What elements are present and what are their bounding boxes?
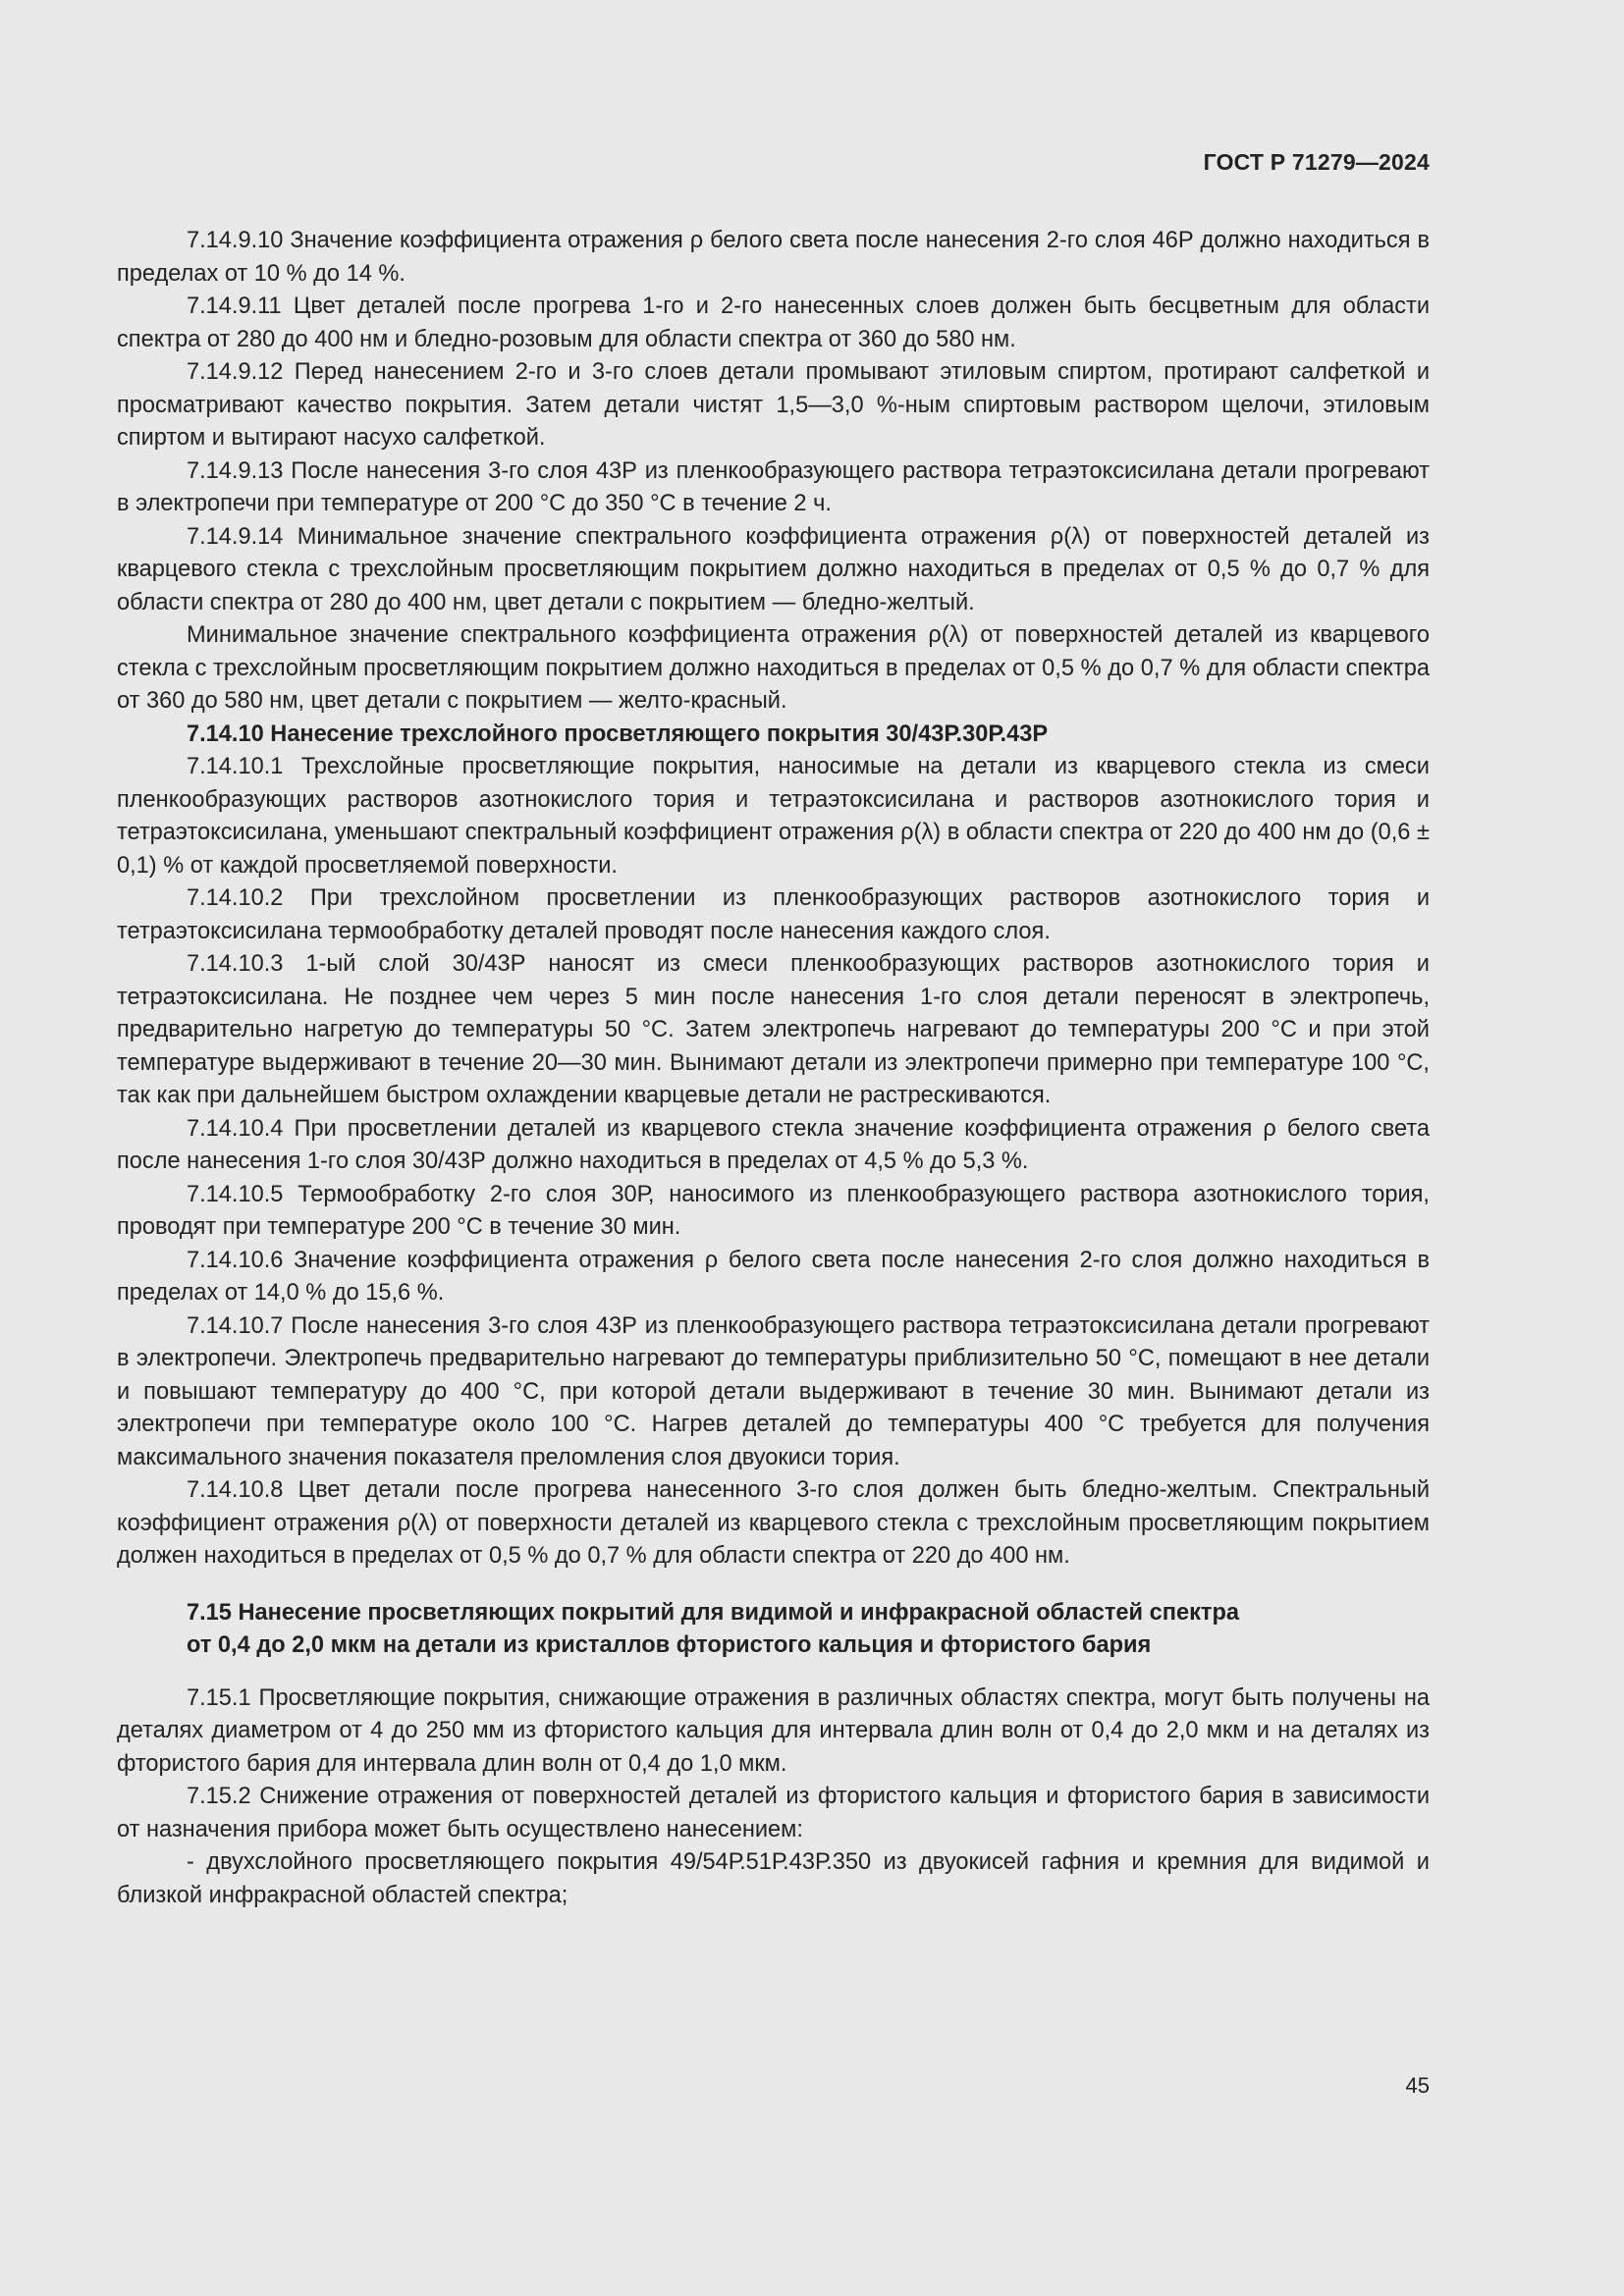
paragraph-7-15-2: 7.15.2 Снижение отражения от поверхностей деталей из фтористого кальция и фтористого бария в зависимости от назначения прибора может быть осуществлено нанесением: xyxy=(117,1784,1430,1842)
heading-7-14-10: 7.14.10 Нанесение трехслойного просветляющего покрытия 30/43Р.30Р.43Р xyxy=(187,721,1049,747)
paragraph-7-14-9-10: 7.14.9.10 Значение коэффициента отражения ρ белого света после нанесения 2-го слоя 46Р должно находиться в пределах от 10 % до 14 %. xyxy=(117,228,1430,287)
paragraph-7-14-10-2: 7.14.10.2 При трехслойном просветлении из пленкообразующих растворов азотнокислого тория и тетраэтоксисилана термообработку деталей проводят после нанесения каждого слоя. xyxy=(117,885,1430,944)
document-header: ГОСТ Р 71279—2024 xyxy=(1203,149,1430,175)
page-number: 45 xyxy=(1405,2073,1430,2098)
paragraph-7-14-10-8: 7.14.10.8 Цвет детали после прогрева нанесенного 3-го слоя должен быть бледно-желтым. Спектральный коэффициент отражения ρ(λ) от поверхности деталей из кварцевого стекла с трехслойным просветляющим покрытием должен находиться в пределах от 0,5 % до 0,7 % для области спектра от 220 до 400 нм. xyxy=(117,1477,1430,1569)
paragraph-7-14-9-14-continued: Минимальное значение спектрального коэффициента отражения ρ(λ) от поверхностей деталей из кварцевого стекла с трехслойным просветляющим покрытием должно находиться в пределах от 0,5 % до 0,7 % для области спектра от 360 до 580 нм, цвет детали с покрытием — желто-красный. xyxy=(117,622,1430,714)
paragraph-7-14-10-5: 7.14.10.5 Термообработку 2-го слоя 30Р, наносимого из пленкообразующего раствора азотнокислого тория, проводят при температуре 200 °С в течение 30 мин. xyxy=(117,1181,1430,1240)
section-heading-7-15-line2: от 0,4 до 2,0 мкм на детали из кристаллов фтористого кальция и фтористого бария xyxy=(187,1632,1152,1658)
list-item-two-layer-coating: - двухслойного просветляющего покрытия 49/54Р.51Р.43Р.350 из двуокисей гафния и кремния для видимой и близкой инфракрасной областей спектра; xyxy=(117,1849,1430,1908)
paragraph-7-14-10-1: 7.14.10.1 Трехслойные просветляющие покрытия, наносимые на детали из кварцевого стекла из смеси пленкообразующих растворов азотнокислого тория и тетраэтоксисилана и растворов азотнокислого тория и тетраэтоксисилана, уменьшают спектральный коэффициент отражения ρ(λ) в области спектра от 220 до 400 нм до (0,6 ± 0,1) % от каждой просветляемой поверхности. xyxy=(117,754,1430,879)
paragraph-7-14-9-14: 7.14.9.14 Минимальное значение спектрального коэффициента отражения ρ(λ) от поверхностей деталей из кварцевого стекла с трехслойным просветляющим покрытием должно находиться в пределах от 0,5 % до 0,7 % для области спектра от 280 до 400 нм, цвет детали с покрытием — бледно-желтый. xyxy=(117,523,1430,615)
document-body xyxy=(117,225,1430,1912)
section-heading-7-15-line1: 7.15 Нанесение просветляющих покрытий для видимой и инфракрасной областей спектра xyxy=(187,1599,1239,1626)
paragraph-7-14-10-6: 7.14.10.6 Значение коэффициента отражения ρ белого света после нанесения 2-го слоя должно находиться в пределах от 14,0 % до 15,6 %. xyxy=(117,1247,1430,1306)
section-heading-7-15 xyxy=(187,1597,1430,1663)
paragraph-7-14-9-11: 7.14.9.11 Цвет деталей после прогрева 1-го и 2-го нанесенных слоев должен быть бесцветным для области спектра от 280 до 400 нм и бледно-розовым для области спектра от 360 до 580 нм. xyxy=(117,294,1430,352)
paragraph-7-14-10-7: 7.14.10.7 После нанесения 3-го слоя 43Р из пленкообразующего раствора тетраэтоксисилана детали прогревают в электропечи. Электропечь предварительно нагревают до температуры приблизительно 50 °С, помещают в нее детали и повышают температуру до 400 °С, при которой детали выдерживают в течение 30 мин. Вынимают детали из электропечи при температуре около 100 °С. Нагрев деталей до температуры 400 °С требуется для получения максимального значения показателя преломления слоя двуокиси тория. xyxy=(117,1312,1430,1470)
paragraph-7-15-1: 7.15.1 Просветляющие покрытия, снижающие отражения в различных областях спектра, могут быть получены на деталях диаметром от 4 до 250 мм из фтористого кальция для интервала длин волн от 0,4 до 2,0 мкм и на деталях из фтористого бария для интервала длин волн от 0,4 до 1,0 мкм. xyxy=(117,1684,1430,1777)
paragraph-7-14-9-12: 7.14.9.12 Перед нанесением 2-го и 3-го слоев детали промывают этиловым спиртом, протирают салфеткой и просматривают качество покрытия. Затем детали чистят 1,5—3,0 %-ным спиртовым раствором щелочи, этиловым спиртом и вытирают насухо салфеткой. xyxy=(117,359,1430,451)
paragraph-7-14-10-4: 7.14.10.4 При просветлении деталей из кварцевого стекла значение коэффициента отражения ρ белого света после нанесения 1-го слоя 30/43Р должно находиться в пределах от 4,5 % до 5,3 %. xyxy=(117,1115,1430,1174)
paragraph-7-14-10-3: 7.14.10.3 1-ый слой 30/43Р наносят из смеси пленкообразующих растворов азотнокислого тория и тетраэтоксисилана. Не позднее чем через 5 мин после нанесения 1-го слоя детали переносят в электропечь, предварительно нагретую до температуры 50 °С. Затем электропечь нагревают до температуры 200 °С и при этой температуре выдерживают в течение 20—30 мин. Вынимают детали из электропечи примерно при температуре 100 °С, так как при дальнейшем быстром охлаждении кварцевые детали не растрескиваются. xyxy=(117,951,1430,1108)
paragraph-7-14-9-13: 7.14.9.13 После нанесения 3-го слоя 43Р из пленкообразующего раствора тетраэтоксисилана детали прогревают в электропечи при температуре от 200 °С до 350 °С в течение 2 ч. xyxy=(117,457,1430,516)
